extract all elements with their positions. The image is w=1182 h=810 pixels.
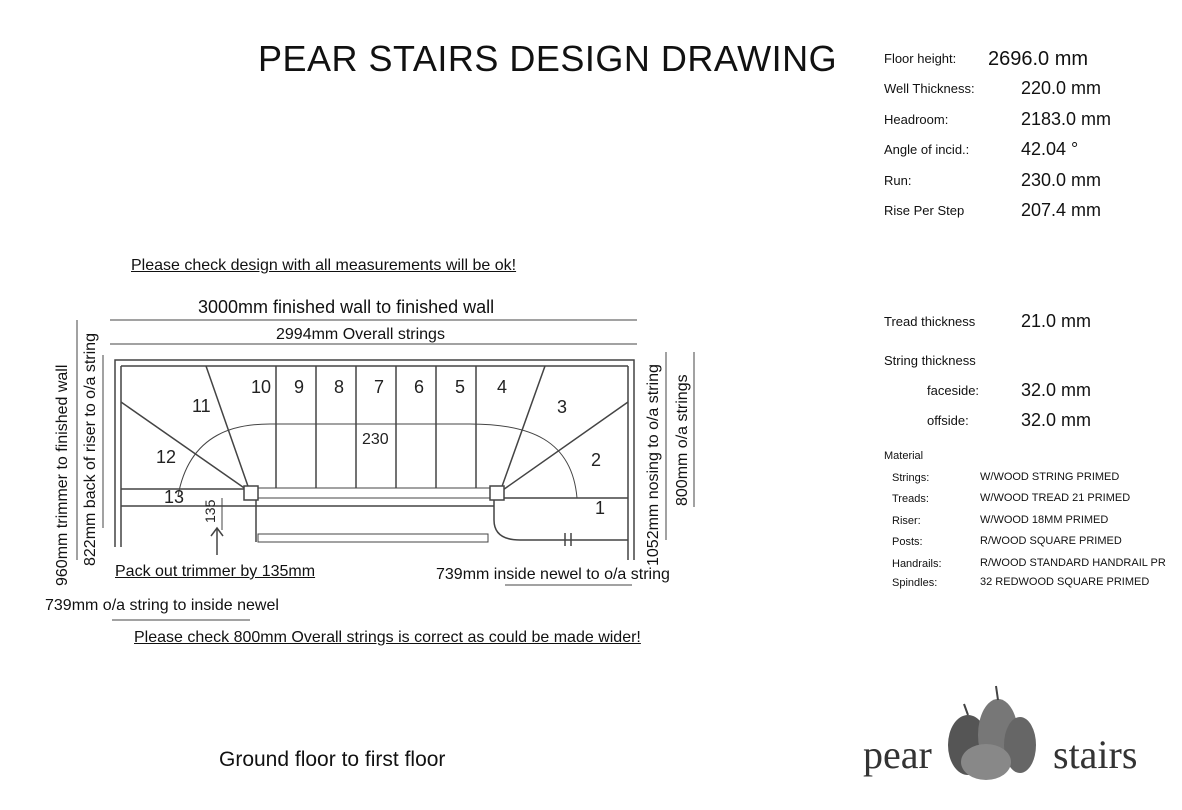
right-inner-dimension: 1052mm nosing to o/a string: [645, 364, 662, 566]
floor-height-label: Floor height:: [884, 51, 957, 66]
offside-label: offside:: [927, 413, 969, 428]
footer-caption: Ground floor to first floor: [219, 748, 446, 771]
run-value: 230.0 mm: [1021, 170, 1102, 190]
pack-out-note: Pack out trimmer by 135mm: [115, 563, 316, 580]
strings-dimension: 2994mm Overall strings: [276, 326, 445, 343]
material-value: W/WOOD STRING PRIMED: [980, 471, 1120, 483]
material-heading: Material: [884, 450, 924, 462]
logo-text-pear: pear: [863, 732, 932, 777]
well-thickness-value: 220.0 mm: [1021, 78, 1102, 98]
material-value: 32 REDWOOD SQUARE PRIMED: [980, 576, 1150, 588]
wall-dimension: 3000mm finished wall to finished wall: [198, 297, 495, 317]
step-number: 4: [497, 377, 508, 397]
material-label: Strings:: [892, 472, 930, 484]
page-title: PEAR STAIRS DESIGN DRAWING: [258, 38, 838, 79]
string-thickness-label: String thickness: [884, 353, 976, 368]
run-dimension: 230: [362, 431, 389, 448]
material-value: W/WOOD TREAD 21 PRIMED: [980, 492, 1131, 504]
trimmer-dimension: 135: [202, 499, 218, 523]
step-number: 5: [455, 377, 466, 397]
pear-stairs-logo: [858, 680, 1148, 790]
logo-text-stairs: stairs: [1053, 732, 1138, 777]
material-label: Riser:: [892, 515, 921, 527]
angle-value: 42.04 °: [1021, 139, 1079, 159]
inside-newel-right-dimension: 739mm inside newel to o/a string: [436, 566, 670, 583]
step-number: 12: [156, 447, 177, 467]
material-value: R/WOOD STANDARD HANDRAIL PR: [980, 557, 1166, 569]
note-top: Please check design with all measurements will be ok!: [131, 257, 517, 274]
note-bottom: Please check 800mm Overall strings is correct as could be made wider!: [134, 629, 641, 646]
material-label: Posts:: [892, 536, 923, 548]
material-value: R/WOOD SQUARE PRIMED: [980, 535, 1122, 547]
step-number: 2: [591, 450, 602, 470]
floor-height-value: 2696.0 mm: [988, 48, 1089, 70]
step-number: 8: [334, 377, 345, 397]
step-number: 11: [192, 396, 211, 416]
headroom-value: 2183.0 mm: [1021, 109, 1112, 129]
headroom-label: Headroom:: [884, 112, 949, 127]
run-label: Run:: [884, 173, 912, 188]
material-label: Spindles:: [892, 577, 938, 589]
step-number: 7: [374, 377, 385, 397]
inside-newel-left-dimension: 739mm o/a string to inside newel: [45, 597, 279, 614]
faceside-label: faceside:: [927, 383, 980, 398]
tread-thickness-value: 21.0 mm: [1021, 311, 1092, 331]
rise-label: Rise Per Step: [884, 203, 965, 218]
left-inner-dimension: 822mm back of riser to o/a string: [82, 333, 99, 566]
step-number: 9: [294, 377, 305, 397]
right-outer-dimension: 800mm o/a strings: [674, 374, 691, 506]
left-outer-dimension: 960mm trimmer to finished wall: [54, 364, 71, 586]
material-value: W/WOOD 18MM PRIMED: [980, 514, 1109, 526]
well-thickness-label: Well Thickness:: [884, 81, 975, 96]
material-label: Handrails:: [892, 558, 942, 570]
tread-thickness-label: Tread thickness: [884, 314, 976, 329]
step-number: 3: [557, 397, 568, 417]
offside-value: 32.0 mm: [1021, 410, 1092, 430]
step-number: 6: [414, 377, 425, 397]
angle-label: Angle of incid.:: [884, 142, 970, 157]
step-number: 10: [251, 377, 272, 397]
rise-value: 207.4 mm: [1021, 200, 1102, 220]
step-number: 13: [164, 487, 185, 507]
pear-icon: [948, 686, 1036, 780]
step-number: 1: [595, 498, 606, 518]
faceside-value: 32.0 mm: [1021, 380, 1092, 400]
material-label: Treads:: [892, 493, 929, 505]
